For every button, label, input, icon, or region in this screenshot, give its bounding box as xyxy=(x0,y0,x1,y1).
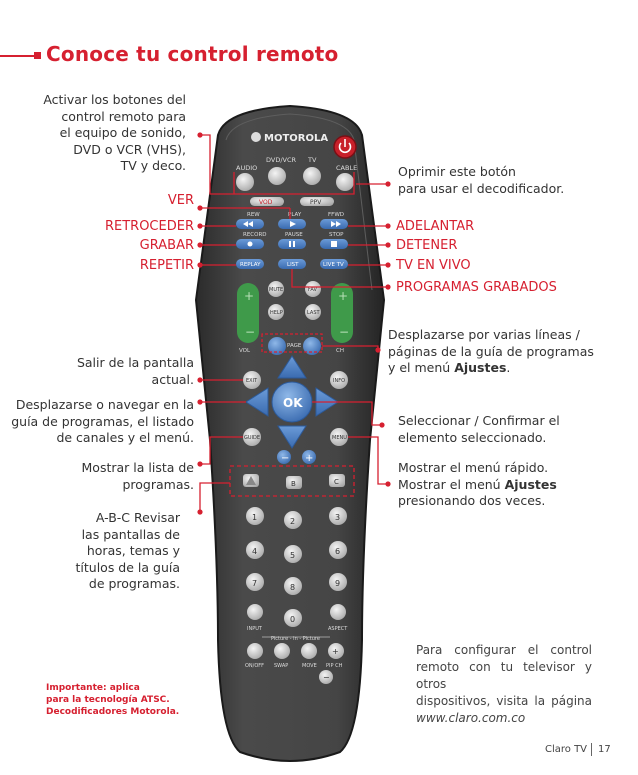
list-label: LIST xyxy=(287,262,299,268)
record-label: RECORD xyxy=(243,232,267,238)
stop-label: STOP xyxy=(329,232,344,238)
brand-text: MOTOROLA xyxy=(264,133,329,144)
aspect-button[interactable] xyxy=(330,604,346,620)
pip-ch-label: PIP CH xyxy=(326,663,343,669)
svg-text:1: 1 xyxy=(252,513,258,522)
label-abc: A-B-C Revisar las pantallas de horas, temas y títulos de la guía de programas. xyxy=(75,510,180,591)
pip-title: Picture - in - Picture xyxy=(271,636,320,642)
svg-text:9: 9 xyxy=(335,579,341,588)
pip-move-label: MOVE xyxy=(302,663,317,669)
vol-label: VOL xyxy=(239,348,251,354)
label-ver: VER xyxy=(167,193,194,208)
menu-label: MENU xyxy=(332,435,347,441)
tv-label: TV xyxy=(308,156,317,164)
label-tv-en-vivo: TV EN VIVO xyxy=(396,258,471,273)
pip-move-button[interactable] xyxy=(301,643,317,659)
mute-label: MUTE xyxy=(269,287,284,293)
audio-button[interactable] xyxy=(236,173,254,191)
pause-button[interactable] xyxy=(278,239,306,249)
b-label: B xyxy=(291,480,296,488)
label-activar-botones: Activar los botones del control remoto para el equipo de sonido, DVD o VCR (VHS), TV y deco. xyxy=(43,92,186,173)
aspect-label: ASPECT xyxy=(328,626,348,632)
page-number: 17 xyxy=(598,744,611,755)
svg-text:5: 5 xyxy=(290,551,296,560)
configure-note: Para configurar el control remoto con tu televisor y otros dispositivos, visita la página www.claro.com.co xyxy=(416,643,592,725)
pause-label: PAUSE xyxy=(285,232,303,238)
svg-text:−: − xyxy=(339,325,350,339)
record-icon xyxy=(248,242,253,247)
ffwd-label: FFWD xyxy=(328,212,345,218)
label-seleccionar: Seleccionar / Confirmar el elemento seleccionado. xyxy=(398,413,560,445)
dvdvcr-button[interactable] xyxy=(268,167,286,185)
input-label: INPUT xyxy=(247,626,262,632)
label-oprimir: Oprimir este botón para usar el decodificador. xyxy=(398,164,565,196)
svg-text:+: + xyxy=(244,289,255,303)
help-label: HELP xyxy=(270,310,283,316)
replay-label: REPLAY xyxy=(240,262,261,268)
exit-label: EXIT xyxy=(246,378,258,384)
guide-label: GUIDE xyxy=(244,435,261,441)
svg-text:+: + xyxy=(305,453,314,464)
pip-onoff-label: ON/OFF xyxy=(245,663,265,669)
label-desplazarse-navegar: Desplazarse o navegar en la guía de programas, el listado de canales y el menú. xyxy=(11,397,194,445)
rew-label: REW xyxy=(247,212,260,218)
input-button[interactable] xyxy=(247,604,263,620)
pip-onoff-button[interactable] xyxy=(247,643,263,659)
label-repetir: REPETIR xyxy=(139,258,194,273)
label-desplazarse-lineas: Desplazarse por varias líneas / páginas de la guía de programas y el menú Ajustes. xyxy=(388,327,594,375)
pip-swap-button[interactable] xyxy=(274,643,290,659)
ch-label: CH xyxy=(336,348,344,354)
pip-swap-label: SWAP xyxy=(274,663,289,669)
label-adelantar: ADELANTAR xyxy=(396,219,475,234)
ok-label: OK xyxy=(283,396,303,410)
svg-text:−: − xyxy=(245,325,256,339)
stop-icon xyxy=(331,241,337,247)
label-menu-rapido: Mostrar el menú rápido. Mostrar el menú Ajustes presionando dos veces. xyxy=(398,460,557,508)
dvdvcr-label: DVD/VCR xyxy=(266,156,297,164)
label-grabar: GRABAR xyxy=(139,238,194,253)
live-tv-label: LIVE TV xyxy=(323,262,344,268)
svg-text:+: + xyxy=(332,647,339,656)
vod-label: VOD xyxy=(259,199,273,206)
page-label: PAGE xyxy=(287,343,302,349)
ppv-label: PPV xyxy=(310,199,322,206)
svg-text:3: 3 xyxy=(335,513,341,522)
cable-label: CABLE xyxy=(336,164,358,172)
svg-text:−: − xyxy=(281,453,290,464)
svg-text:2: 2 xyxy=(290,517,296,526)
svg-text:+: + xyxy=(338,289,349,303)
label-retroceder: RETROCEDER xyxy=(104,219,194,234)
audio-label: AUDIO xyxy=(236,164,258,172)
important-note: Importante: aplica para la tecnología ATSC. Decodificadores Motorola. xyxy=(46,683,180,717)
last-label: LAST xyxy=(307,310,320,316)
tv-button[interactable] xyxy=(303,167,321,185)
play-label: PLAY xyxy=(288,212,302,218)
svg-text:6: 6 xyxy=(335,547,341,556)
label-salir: Salir de la pantalla actual. xyxy=(76,355,194,387)
label-mostrar-lista: Mostrar la lista de programas. xyxy=(81,460,194,492)
website-link[interactable]: www.claro.com.co xyxy=(416,711,526,725)
svg-text:−: − xyxy=(323,673,330,682)
cable-button[interactable] xyxy=(336,173,354,191)
footer-divider xyxy=(591,743,592,756)
pause-icon xyxy=(289,241,291,247)
footer-brand: Claro TV xyxy=(545,744,588,755)
info-label: INFO xyxy=(333,378,346,384)
page-title: Conoce tu control remoto xyxy=(46,42,339,66)
fav-label: FAV xyxy=(308,287,317,293)
svg-text:7: 7 xyxy=(252,579,258,588)
c-label: C xyxy=(334,478,339,486)
label-programas-grabados: PROGRAMAS GRABADOS xyxy=(396,280,557,295)
svg-text:0: 0 xyxy=(290,615,296,624)
svg-text:8: 8 xyxy=(290,583,296,592)
svg-text:4: 4 xyxy=(252,547,258,556)
motorola-logo-icon xyxy=(251,132,261,142)
label-detener: DETENER xyxy=(396,238,458,253)
